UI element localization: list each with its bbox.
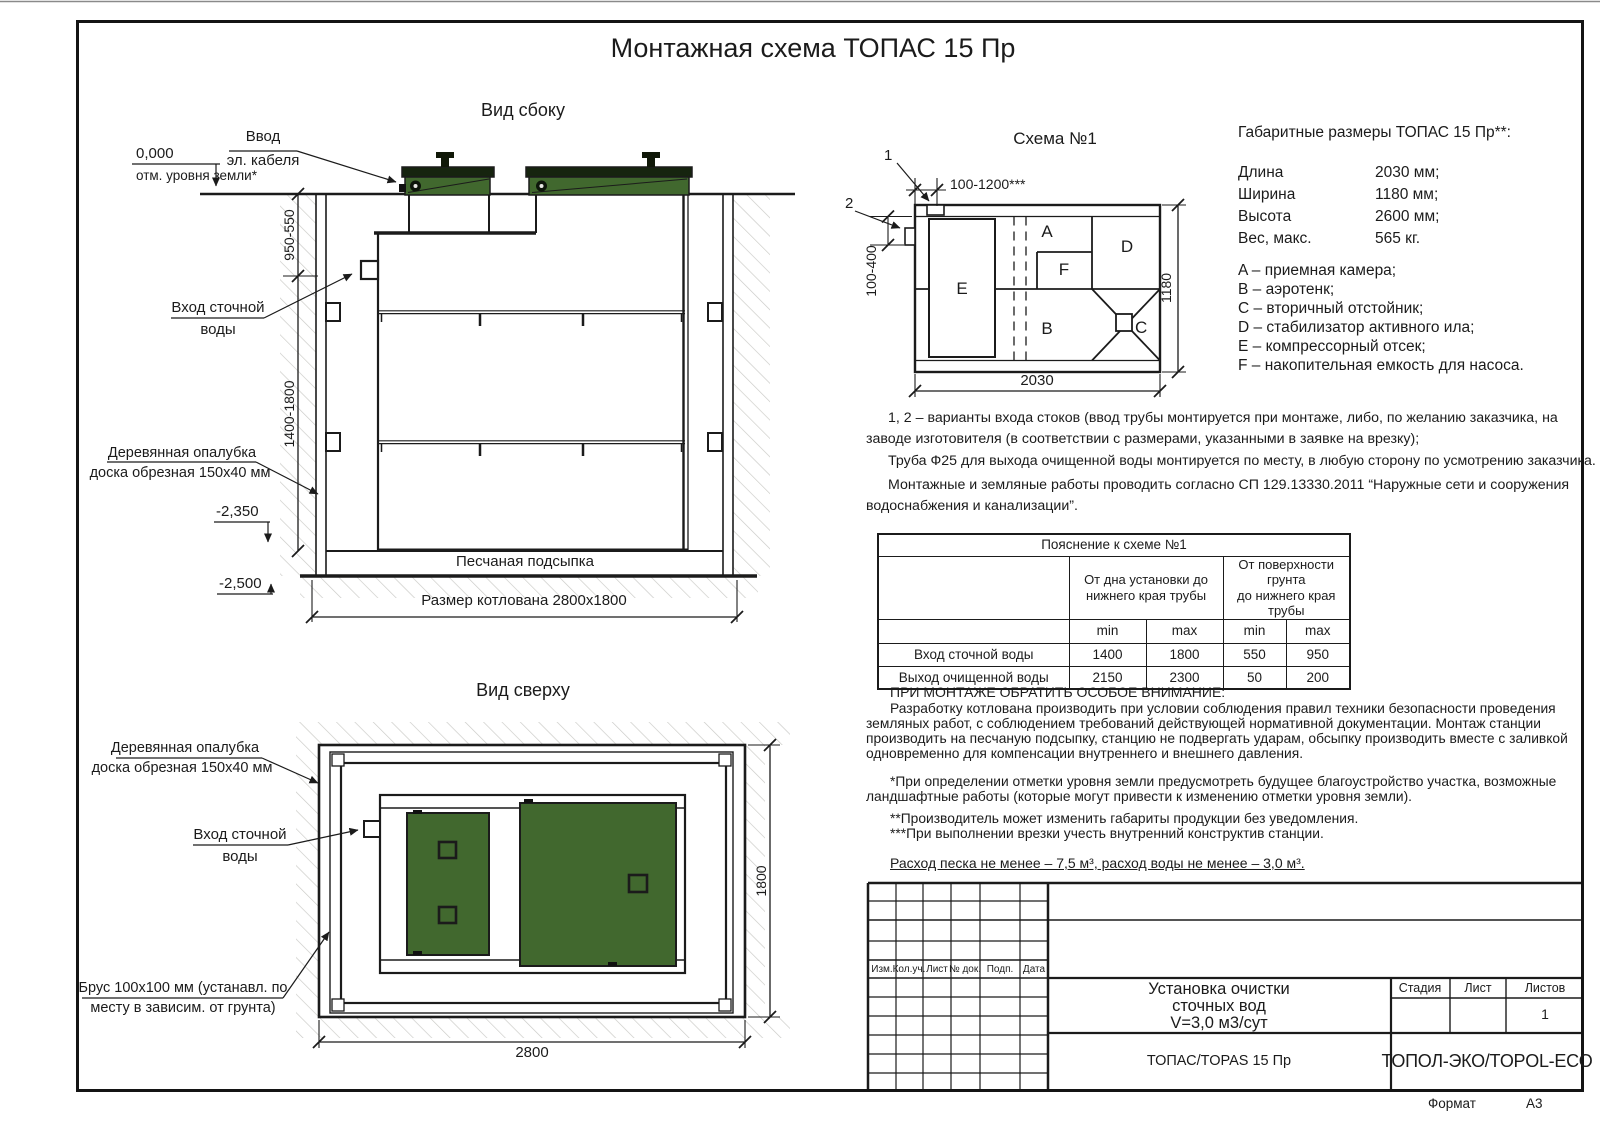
- tv-formwork-line2: доска обрезная 150х40 мм: [91, 760, 273, 776]
- cell-value: 50: [1223, 666, 1286, 689]
- doc-title-line2: сточных вод: [1172, 997, 1266, 1015]
- schema-callout-2: 2: [845, 195, 854, 212]
- format-value: А3: [1526, 1096, 1543, 1111]
- dim-depth-lower: 1400-1800: [281, 380, 298, 448]
- stamp-col-izm: Изм.: [871, 964, 893, 975]
- formwork-label-line2: доска обрезная 150х40 мм: [89, 465, 271, 481]
- side-view-title: Вид сбоку: [481, 100, 565, 120]
- dim-depth-upper: 950-550: [281, 209, 298, 261]
- ground-level-label: отм. уровня земли*: [136, 168, 257, 183]
- schema-dim-left: 100-400: [863, 245, 880, 297]
- schema-callout-1: 1: [884, 147, 893, 164]
- legend-item: B – аэротенк;: [1238, 281, 1335, 298]
- compartment-f: F: [1058, 260, 1070, 279]
- table-group2-header: От поверхности грунта до нижнего края трубы: [1223, 556, 1350, 619]
- mark-2500: -2,500: [219, 575, 262, 592]
- tv-formwork-line1: Деревянная опалубка: [110, 740, 260, 756]
- spec-value: 2030 мм;: [1375, 164, 1440, 181]
- model-name: ТОПАС/TOPAS 15 Пр: [1146, 1053, 1292, 1069]
- attention-body-line: земляных работ, с соблюдением требований действующей нормативной документации. Монтаж станции: [866, 716, 1541, 731]
- schema-dim-top: 100-1200***: [950, 176, 1026, 192]
- cell-value: 550: [1223, 643, 1286, 666]
- top-view-title: Вид сверху: [476, 680, 570, 700]
- row-label: Выход очищенной воды: [878, 666, 1069, 689]
- brand-name: ТОПОЛ-ЭКО/TOPOL-ECO: [1381, 1051, 1593, 1071]
- sheet-frame: [76, 20, 1584, 1092]
- spec-label: Ширина: [1238, 186, 1296, 203]
- consumption-note: Расход песка не менее – 7,5 м³, расход воды не менее – 3,0 м³.: [890, 855, 1305, 871]
- sheets-value: 1: [1541, 1006, 1549, 1022]
- beam-label-line1: Брус 100х100 мм (устанавл. по: [78, 980, 288, 996]
- max-header: max: [1146, 619, 1223, 643]
- schema-title: Схема №1: [1013, 129, 1097, 148]
- inlet-label-line2: воды: [200, 321, 236, 338]
- cell-value: 2150: [1069, 666, 1146, 689]
- spec-value: 2600 мм;: [1375, 208, 1440, 225]
- inlet-label-line1: Вход сточной: [171, 299, 265, 316]
- tv-dim-width: 2800: [515, 1044, 549, 1061]
- compartment-c: C: [1135, 318, 1148, 337]
- row-label: Вход сточной воды: [878, 643, 1069, 666]
- legend-item: A – приемная камера;: [1238, 262, 1397, 279]
- spec-value: 565 кг.: [1375, 230, 1421, 247]
- sheet-label: Лист: [1464, 981, 1492, 995]
- attention-footnote: *При определении отметки уровня земли предусмотреть будущее благоустройство участка, возможные: [890, 774, 1557, 789]
- legend-item: F – накопительная емкость для насоса.: [1238, 357, 1524, 374]
- compartment-b: B: [1041, 319, 1053, 338]
- schema-dim-bottom: 2030: [1020, 372, 1054, 389]
- spec-label: Высота: [1238, 208, 1292, 225]
- attention-body-line: Разработку котлована производить при условии соблюдения правил техники безопасности проведения: [890, 701, 1556, 716]
- stamp-col-koluch: Кол.уч.: [892, 964, 926, 975]
- stamp-col-ndok: № док.: [948, 964, 982, 975]
- schema-dim-right: 1180: [1158, 272, 1175, 304]
- tv-inlet-line2: воды: [222, 848, 258, 865]
- legend-item: C – вторичный отстойник;: [1238, 300, 1424, 317]
- stamp-col-data: Дата: [1022, 964, 1046, 975]
- page-title: Монтажная схема ТОПАС 15 Пр: [610, 33, 1016, 63]
- attention-footnote: ландшафтные работы (которые могут привести к изменению отметки уровня земли).: [866, 789, 1413, 804]
- cell-value: 950: [1286, 643, 1350, 666]
- min-header: min: [1223, 619, 1286, 643]
- tv-inlet-line1: Вход сточной: [193, 826, 287, 843]
- stamp-col-podp: Подп.: [986, 964, 1014, 975]
- max-header: max: [1286, 619, 1350, 643]
- specs-heading: Габаритные размеры ТОПАС 15 Пр**:: [1238, 124, 1511, 141]
- note-variants-line: заводе изготовителя (в соответствии с размерами, указанными в заявке на врезку);: [866, 431, 1420, 447]
- attention-body-line: одновременно для компенсации внутреннего и внешнего давления.: [866, 746, 1304, 761]
- table-group1-header: От дна установки до нижнего края трубы: [1069, 556, 1223, 619]
- stamp-col-list: Лист: [926, 964, 948, 975]
- cell-value: 2300: [1146, 666, 1223, 689]
- table-title: Пояснение к схеме №1: [878, 534, 1350, 556]
- mark-2350: -2,350: [216, 503, 259, 520]
- explanation-table: [877, 533, 1351, 690]
- zero-mark: 0,000: [136, 145, 174, 162]
- note-variants-line: 1, 2 – варианты входа стоков (ввод трубы монтируется при монтаже, либо, по желанию заказчика, на: [888, 410, 1558, 426]
- spec-value: 1180 мм;: [1375, 186, 1439, 203]
- cable-label-line2: эл. кабеля: [226, 152, 300, 169]
- formwork-label-line1: Деревянная опалубка: [107, 445, 257, 461]
- doc-title-line1: Установка очистки: [1148, 980, 1290, 998]
- table-row: [878, 643, 1350, 666]
- stage-label: Стадия: [1398, 981, 1442, 995]
- table-corner-cell: [878, 556, 1069, 619]
- compartment-d: D: [1120, 237, 1134, 256]
- spec-label: Вес, макс.: [1238, 230, 1312, 247]
- attention-footnote: ***При выполнении врезки учесть внутренний конструктив станции.: [890, 826, 1324, 841]
- attention-heading: ПРИ МОНТАЖЕ ОБРАТИТЬ ОСОБОЕ ВНИМАНИЕ:: [890, 684, 1226, 700]
- legend-item: D – стабилизатор активного ила;: [1238, 319, 1475, 336]
- doc-title-line3: V=3,0 м3/сут: [1170, 1014, 1268, 1032]
- note-works-line: водоснабжения и канализации”.: [866, 498, 1078, 514]
- beam-label-line2: месту в зависим. от грунта): [90, 1000, 276, 1016]
- min-header: min: [1069, 619, 1146, 643]
- sand-label: Песчаная подсыпка: [455, 553, 595, 570]
- legend-item: E – компрессорный отсек;: [1238, 338, 1426, 355]
- attention-footnote: **Производитель может изменить габариты продукции без уведомления.: [890, 811, 1359, 826]
- sheets-label: Листов: [1524, 981, 1566, 995]
- compartment-a: A: [1041, 222, 1053, 241]
- note-variants-line: Труба Ф25 для выхода очищенной воды монтируется по месту, в любую сторону по усмотрению заказчика.: [888, 453, 1596, 469]
- cell-value: 1800: [1146, 643, 1223, 666]
- spec-label: Длина: [1238, 164, 1284, 181]
- compartment-e: E: [956, 279, 968, 298]
- cell-value: 200: [1286, 666, 1350, 689]
- note-works-line: Монтажные и земляные работы проводить согласно СП 129.13330.2011 “Наружные сети и сооружения: [888, 477, 1570, 493]
- cell-value: 1400: [1069, 643, 1146, 666]
- pit-dimension-label: Размер котлована 2800х1800: [421, 592, 627, 609]
- cable-label-line1: Ввод: [245, 128, 281, 145]
- format-label: Формат: [1428, 1096, 1476, 1111]
- attention-body-line: производить на песчаную подсыпку, станцию не подвергать ударам, обсыпку производить вместе с заливкой: [866, 731, 1568, 746]
- tv-dim-depth: 1800: [753, 865, 770, 897]
